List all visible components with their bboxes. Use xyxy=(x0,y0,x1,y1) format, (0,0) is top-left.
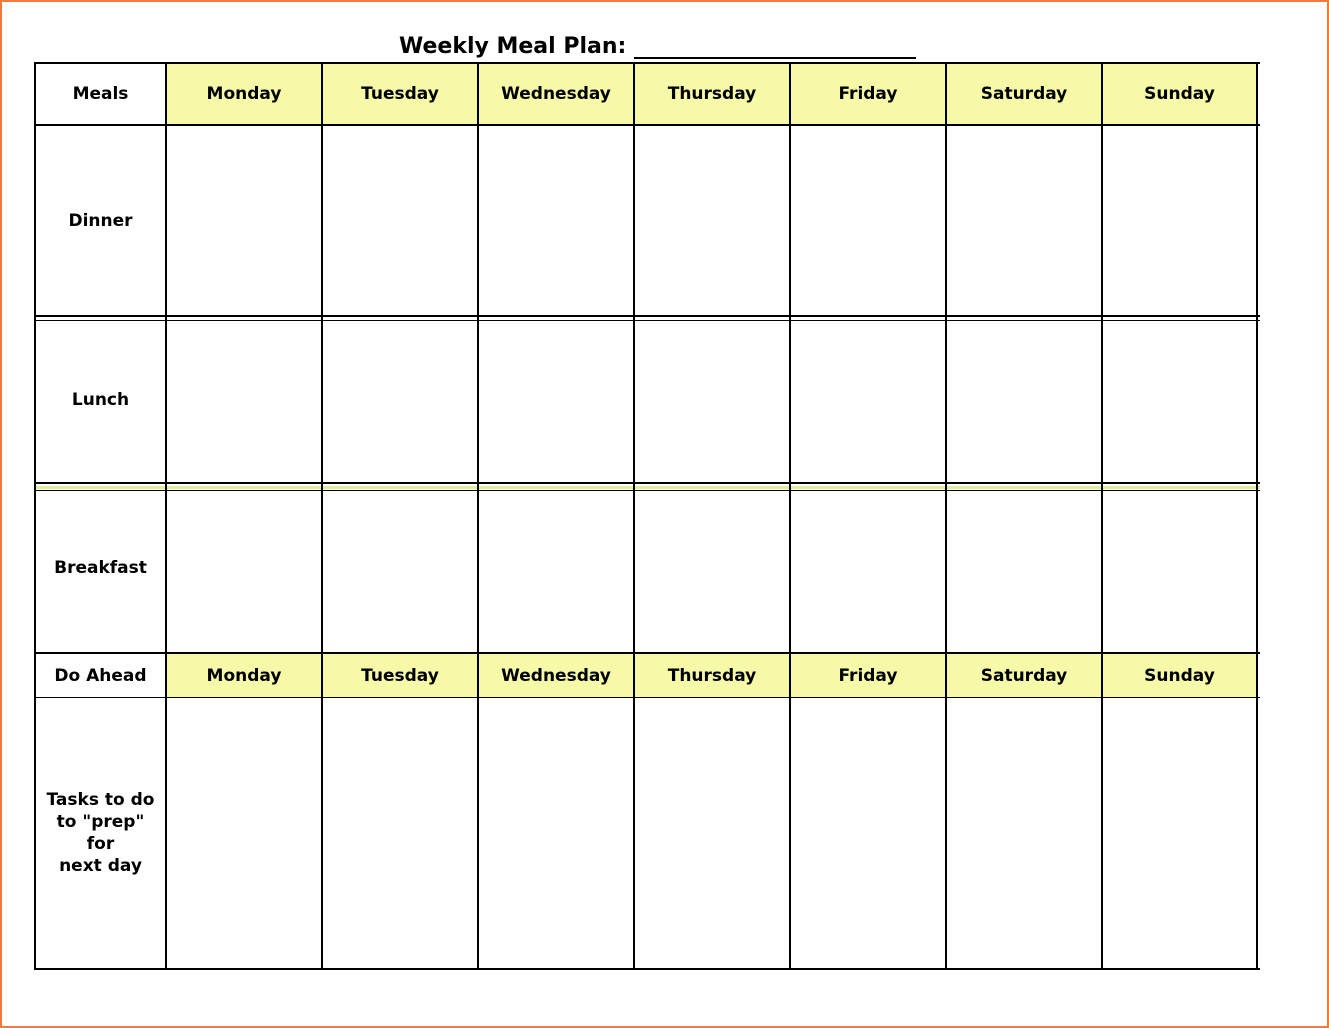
lunch-cell-tuesday[interactable] xyxy=(321,317,477,482)
dinner-row xyxy=(34,126,1260,315)
tasks-cell-wednesday[interactable] xyxy=(477,698,633,968)
tasks-row xyxy=(34,698,1260,968)
tasks-cell-thursday[interactable] xyxy=(633,698,789,968)
tasks-label-line-1: Tasks to do xyxy=(46,790,155,810)
do-ahead-header-row xyxy=(34,654,1260,697)
dinner-cell-thursday[interactable] xyxy=(633,126,789,315)
do-ahead-label: Do Ahead xyxy=(34,654,165,697)
lunch-cell-sunday[interactable] xyxy=(1101,317,1258,482)
dinner-cell-friday[interactable] xyxy=(789,126,945,315)
lunch-row xyxy=(34,317,1260,482)
breakfast-label: Breakfast xyxy=(34,484,165,652)
breakfast-cell-monday[interactable] xyxy=(165,484,321,652)
tasks-cell-saturday[interactable] xyxy=(945,698,1101,968)
breakfast-cell-sunday[interactable] xyxy=(1101,484,1258,652)
meals-header: Meals xyxy=(34,64,165,124)
do-ahead-day-sunday: Sunday xyxy=(1101,654,1258,697)
tasks-label-line-3: next day xyxy=(59,856,142,876)
header-day-sunday: Sunday xyxy=(1101,64,1258,124)
do-ahead-day-saturday: Saturday xyxy=(945,654,1101,697)
dinner-cell-sunday[interactable] xyxy=(1101,126,1258,315)
breakfast-cell-thursday[interactable] xyxy=(633,484,789,652)
do-ahead-day-friday: Friday xyxy=(789,654,945,697)
dinner-cell-monday[interactable] xyxy=(165,126,321,315)
title-blank-line[interactable] xyxy=(634,35,916,59)
header-day-monday: Monday xyxy=(165,64,321,124)
header-day-tuesday: Tuesday xyxy=(321,64,477,124)
dinner-cell-saturday[interactable] xyxy=(945,126,1101,315)
breakfast-cell-tuesday[interactable] xyxy=(321,484,477,652)
breakfast-cell-wednesday[interactable] xyxy=(477,484,633,652)
tasks-cell-friday[interactable] xyxy=(789,698,945,968)
header-day-wednesday: Wednesday xyxy=(477,64,633,124)
header-day-saturday: Saturday xyxy=(945,64,1101,124)
grid-line-bottom xyxy=(34,968,1260,970)
breakfast-cell-friday[interactable] xyxy=(789,484,945,652)
lunch-cell-friday[interactable] xyxy=(789,317,945,482)
tasks-cell-sunday[interactable] xyxy=(1101,698,1258,968)
lunch-cell-wednesday[interactable] xyxy=(477,317,633,482)
dinner-cell-tuesday[interactable] xyxy=(321,126,477,315)
do-ahead-day-wednesday: Wednesday xyxy=(477,654,633,697)
dinner-cell-wednesday[interactable] xyxy=(477,126,633,315)
lunch-cell-monday[interactable] xyxy=(165,317,321,482)
title-text: Weekly Meal Plan: xyxy=(399,34,627,59)
tasks-label xyxy=(34,698,165,968)
breakfast-row xyxy=(34,484,1260,652)
page-title xyxy=(399,34,916,59)
do-ahead-day-monday: Monday xyxy=(165,654,321,697)
lunch-cell-thursday[interactable] xyxy=(633,317,789,482)
header-day-friday: Friday xyxy=(789,64,945,124)
header-row xyxy=(34,64,1260,124)
breakfast-cell-saturday[interactable] xyxy=(945,484,1101,652)
lunch-label: Lunch xyxy=(34,317,165,482)
tasks-cell-tuesday[interactable] xyxy=(321,698,477,968)
do-ahead-day-tuesday: Tuesday xyxy=(321,654,477,697)
header-day-thursday: Thursday xyxy=(633,64,789,124)
lunch-cell-saturday[interactable] xyxy=(945,317,1101,482)
do-ahead-day-thursday: Thursday xyxy=(633,654,789,697)
tasks-cell-monday[interactable] xyxy=(165,698,321,968)
tasks-label-line-2: to "prep" for xyxy=(56,812,145,854)
dinner-label: Dinner xyxy=(34,126,165,315)
